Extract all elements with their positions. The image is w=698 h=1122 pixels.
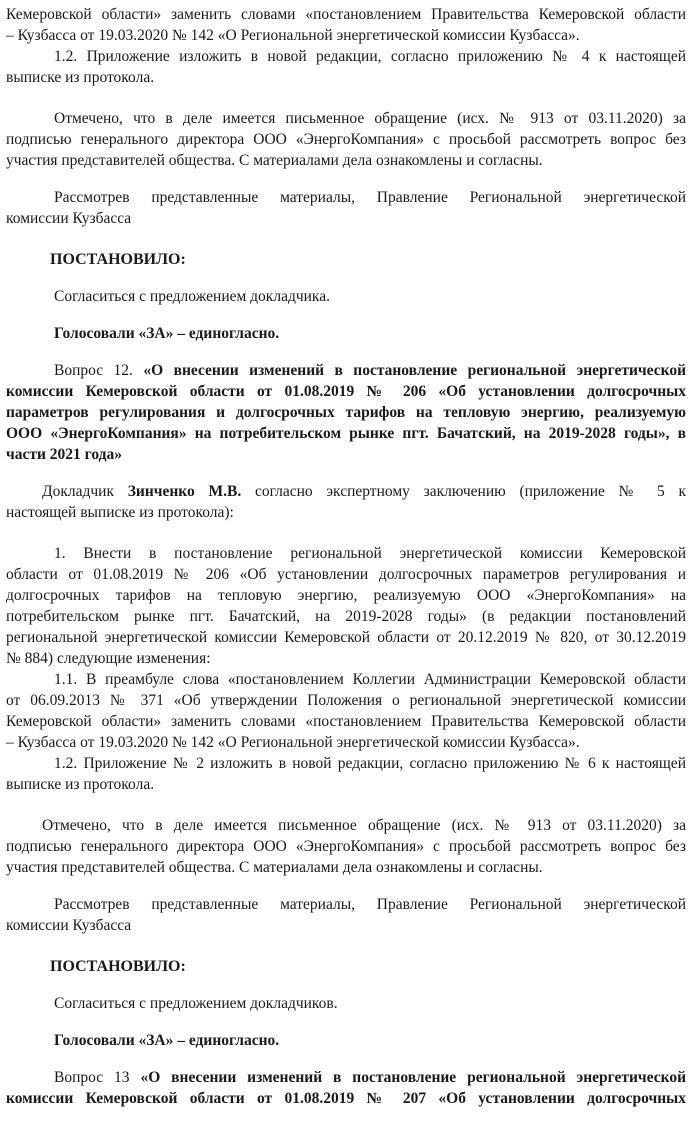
text-line: 1.2. Приложение № 2 изложить в новой редакции, согласно приложению № 6 к настоящей [54,755,686,772]
resolved-heading-2: ПОСТАНОВИЛО: [50,958,186,975]
text-line: участия представителей общества. С материалами дела ознакомлены и согласны. [6,152,543,169]
resolved-heading-1: ПОСТАНОВИЛО: [50,251,186,268]
text-line: комиссии Кузбасса [6,210,132,227]
vote-text-2: Голосовали «ЗА» – единогласно. [54,1032,280,1049]
text-line: потребительском рынке пгт. Бачатский, на 2019-2028 годы» (в редакции постановлений [6,608,686,625]
text-line: Рассмотрев представленные материалы, Правление Региональной энергетической [54,896,686,913]
text-line: 1.2. Приложение изложить в новой редакции, согласно приложению № 4 к настоящей [54,48,686,65]
speaker-label: Докладчик [42,483,128,500]
text-line: выписке из протокола. [6,69,155,86]
text-line [6,481,686,502]
question-title: «О внесении изменений в постановление региональной энергетической [143,362,687,379]
text-line: настоящей выписке из протокола): [6,504,234,521]
text-line: № 884) следующие изменения: [6,650,211,667]
text-line: Кемеровской области» заменить словами «постановлением Правительства Кемеровской области [6,713,686,730]
text-line: 1.1. В преамбуле слова «постановлением Коллегии Администрации Кемеровской области [54,671,686,688]
text-line: 1. Внести в постановление региональной энергетической комиссии Кемеровской [54,545,686,562]
paragraph-note-1 [6,108,686,171]
text-line: подписью генерального директора ООО «ЭнергоКомпания» с просьбой рассмотреть вопрос без [6,838,686,855]
text-line: ООО «ЭнергоКомпания» на потребительском рынке пгт. Бачатский, на 2019-2028 годы», в [6,425,686,442]
text-line [6,360,686,381]
question-title: «О внесении изменений в постановление региональной энергетической [140,1069,687,1086]
question-13 [6,1067,686,1109]
paragraph-top [6,0,686,88]
text-line: комиссии Кемеровской области от 01.08.2019 № 207 «Об установлении долгосрочных [6,1090,686,1107]
text-line: комиссии Кузбасса [6,917,132,934]
question-12 [6,360,686,465]
text-line [6,1067,686,1088]
text-line: части 2021 года» [6,446,122,463]
agree-text-1: Согласиться с предложением докладчика. [54,288,330,305]
speaker-text: согласно экспертному заключению (приложение № 5 к [241,483,686,500]
speaker-12 [6,481,686,523]
agree-text-2: Согласиться с предложением докладчиков. [54,995,338,1012]
document-page [6,0,686,1109]
text-line: долгосрочных тарифов на тепловую энергию, реализуемую ООО «ЭнергоКомпания» на [6,587,686,604]
question-number: Вопрос 13 [54,1069,141,1086]
text-line: участия представителей общества. С материалами дела ознакомлены и согласны. [6,859,543,876]
speaker-name: Зинченко М.В. [127,483,242,500]
question-number: Вопрос 12. [54,362,144,379]
text-line: – Кузбасса от 19.03.2020 № 142 «О Региональной энергетической комиссии Кузбасса». [6,734,580,751]
text-line: от 06.09.2013 № 371 «Об утверждении Положения о региональной энергетической комиссии [6,692,686,709]
paragraph-consider-1 [6,187,686,229]
text-line: Отмечено, что в деле имеется письменное обращение (исх. № 913 от 03.11.2020) за [42,817,686,834]
text-line: параметров регулирования и долгосрочных тарифов на тепловую энергию, реализуемую [6,404,686,421]
text-line: выписке из протокола. [6,776,155,793]
text-line: Отмечено, что в деле имеется письменное обращение (исх. № 913 от 03.11.2020) за [54,110,686,127]
paragraph-consider-2 [6,894,686,936]
item-1 [6,543,686,795]
text-line: комиссии Кемеровской области от 01.08.2019 № 206 «Об установлении долгосрочных [6,383,686,400]
text-line: – Кузбасса от 19.03.2020 № 142 «О Региональной энергетической комиссии Кузбасса». [6,27,580,44]
text-line: Рассмотрев представленные материалы, Правление Региональной энергетической [54,189,686,206]
vote-text-1: Голосовали «ЗА» – единогласно. [54,325,280,342]
text-line: подписью генерального директора ООО «ЭнергоКомпания» с просьбой рассмотреть вопрос без [6,131,686,148]
text-line: области от 01.08.2019 № 206 «Об установлении долгосрочных параметров регулирования и [6,566,686,583]
text-line: региональной энергетической комиссии Кемеровской области от 20.12.2019 № 820, от 30.12.2019 [6,629,686,646]
paragraph-note-2 [6,815,686,878]
text-line: Кемеровской области» заменить словами «постановлением Правительства Кемеровской области [6,6,686,23]
